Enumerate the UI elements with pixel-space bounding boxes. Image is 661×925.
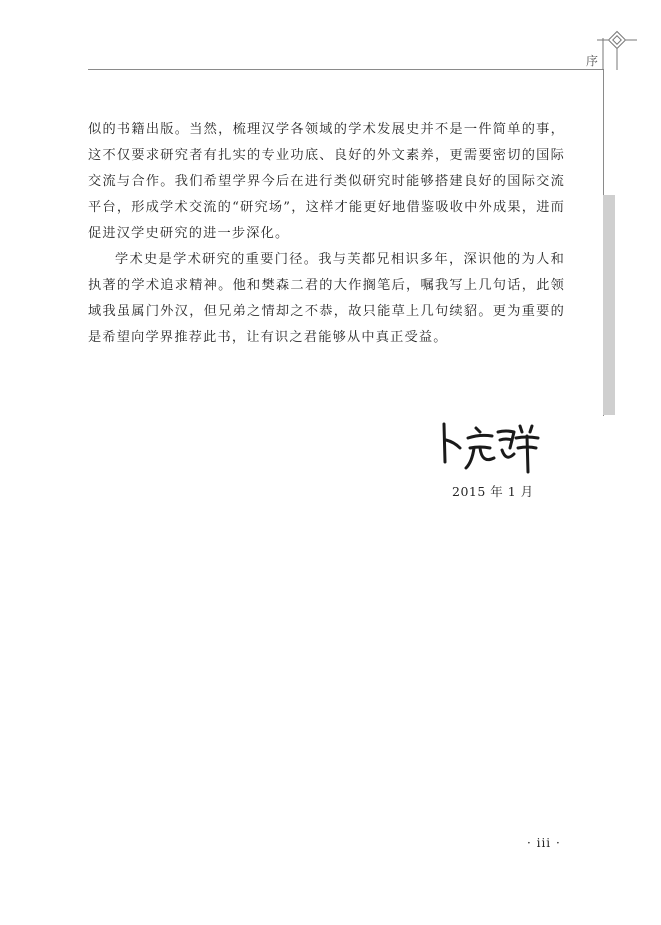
header-rule xyxy=(88,69,603,70)
paragraph: 学术史是学术研究的重要门径。我与芙都兄相识多年，深识他的为人和执著的学术追求精神。他和樊森二君的大作搁笔后，嘱我写上几句话，此领域我虽属门外汉，但兄弟之情却之不恭，故只能草上几句续貂。更为重要的是希望向学界推荐此书，让有识之君能够从中真正受益。 xyxy=(88,252,565,345)
handwritten-signature xyxy=(436,418,546,478)
page-edge-tab xyxy=(603,195,615,415)
paragraph: 似的书籍出版。当然，梳理汉学各领域的学术发展史并不是一件简单的事，这不仅要求研究者有扎实的专业功底、良好的外文素养，更需要密切的国际交流与合作。我们希望学界今后在进行类似研究时能够搭建良好的国际交流平台，形成学术交流的“研究场”，这样才能更好地借鉴吸收中外成果，进而促进汉学史研究的进一步深化。 xyxy=(88,122,565,241)
body-text xyxy=(88,117,565,351)
signature-date: 2015 年 1 月 xyxy=(452,484,534,499)
page-number: · iii · xyxy=(527,836,561,850)
knot-ornament-icon xyxy=(597,30,637,70)
section-title: 序 xyxy=(586,54,599,68)
